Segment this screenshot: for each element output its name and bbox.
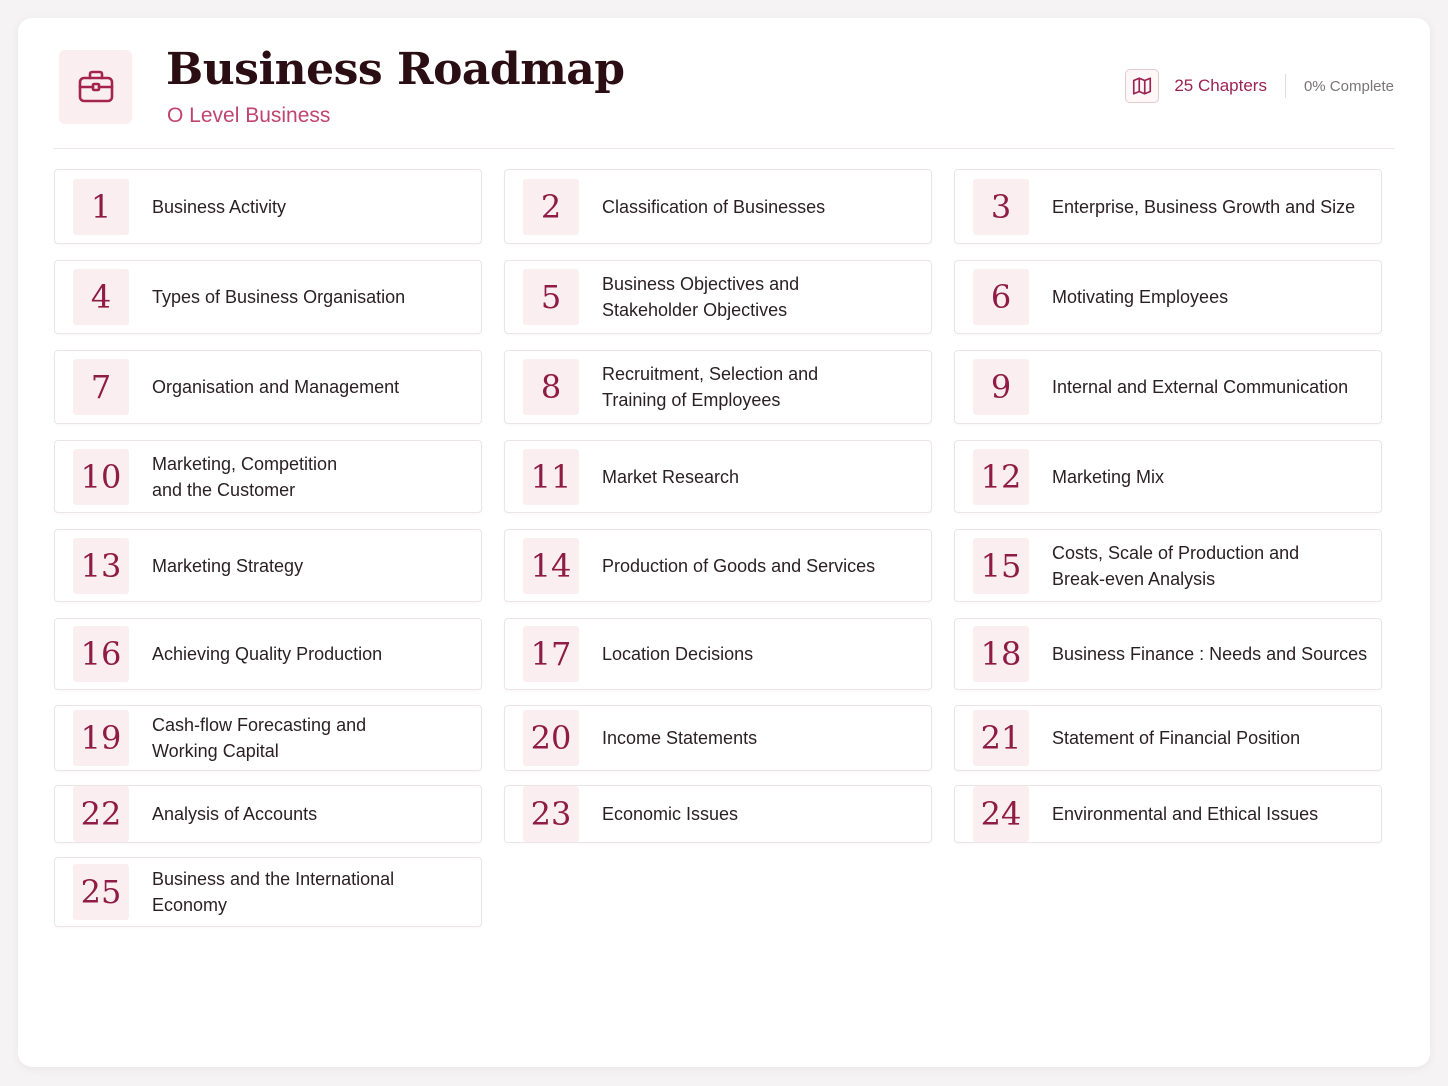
- chapter-title: Production of Goods and Services: [602, 555, 876, 576]
- chapter-card[interactable]: [504, 529, 932, 602]
- chapter-title: Marketing Strategy: [152, 555, 304, 576]
- chapter-card[interactable]: [54, 440, 482, 513]
- chapter-card[interactable]: [54, 169, 482, 244]
- chapter-number: 3: [973, 179, 1029, 235]
- chapter-card[interactable]: [954, 169, 1382, 244]
- chapter-card[interactable]: [504, 785, 932, 843]
- chapter-number: 8: [523, 359, 579, 415]
- chapter-number: 9: [973, 359, 1029, 415]
- roadmap-meta: [1125, 68, 1394, 104]
- chapter-card[interactable]: [54, 705, 482, 771]
- chapter-title: Location Decisions: [602, 644, 754, 664]
- chapter-title: Achieving Quality Production: [152, 644, 383, 664]
- chapter-number: 23: [523, 786, 579, 842]
- chapter-number: 12: [973, 449, 1029, 505]
- chapter-number: 22: [73, 786, 129, 842]
- chapter-card[interactable]: [54, 857, 482, 927]
- chapter-number: 21: [973, 710, 1029, 766]
- chapter-card[interactable]: [954, 705, 1382, 771]
- chapter-card[interactable]: [504, 169, 932, 244]
- chapter-card[interactable]: [54, 260, 482, 334]
- header-divider: [54, 148, 1394, 149]
- chapter-grid: [54, 169, 1382, 927]
- chapter-number: 11: [523, 449, 579, 505]
- chapter-card[interactable]: [54, 618, 482, 690]
- chapter-card[interactable]: [54, 350, 482, 424]
- chapter-card[interactable]: [54, 785, 482, 843]
- chapter-number: 24: [973, 786, 1029, 842]
- chapter-card[interactable]: [54, 529, 482, 602]
- chapter-title: Cash-flow Forecasting and Working Capital: [152, 715, 367, 761]
- chapter-card[interactable]: [954, 785, 1382, 843]
- roadmap-card: [18, 18, 1430, 1067]
- chapter-number: 15: [973, 538, 1029, 594]
- chapter-title: Analysis of Accounts: [152, 804, 318, 824]
- chapter-number: 16: [73, 626, 129, 682]
- chapter-title: Classification of Businesses: [602, 196, 826, 217]
- chapter-number: 7: [73, 359, 129, 415]
- chapter-card[interactable]: [954, 529, 1382, 602]
- chapter-title: Recruitment, Selection and Training of Employees: [602, 364, 819, 410]
- chapter-title: Costs, Scale of Production and Break-even Analysis: [1052, 542, 1300, 589]
- chapter-card[interactable]: [504, 618, 932, 690]
- chapter-title: Enterprise, Business Growth and Size: [1052, 196, 1356, 217]
- chapter-title: Types of Business Organisation: [152, 287, 406, 307]
- meta-divider: [1285, 74, 1286, 98]
- chapter-card[interactable]: [504, 705, 932, 771]
- chapter-title: Market Research: [602, 466, 740, 487]
- chapter-title: Internal and External Communication: [1052, 377, 1349, 397]
- chapter-number: 5: [523, 269, 579, 325]
- chapter-number: 19: [73, 710, 129, 766]
- chapter-title: Motivating Employees: [1052, 287, 1229, 307]
- chapter-number: 18: [973, 626, 1029, 682]
- chapter-title: Economic Issues: [602, 804, 739, 824]
- chapter-card[interactable]: [954, 260, 1382, 334]
- chapter-title: Environmental and Ethical Issues: [1052, 804, 1319, 824]
- chapter-number: 14: [523, 538, 579, 594]
- chapter-count: 25 Chapters: [1174, 76, 1267, 95]
- chapter-title: Marketing, Competition and the Customer: [152, 453, 338, 500]
- chapter-title: Organisation and Management: [152, 377, 400, 397]
- chapter-title: Business Finance : Needs and Sources: [1052, 644, 1368, 664]
- page-subtitle: O Level Business: [167, 104, 331, 127]
- chapter-number: 10: [73, 449, 129, 505]
- chapter-number: 20: [523, 710, 579, 766]
- chapter-number: 6: [973, 269, 1029, 325]
- chapter-title: Business Objectives and Stakeholder Objectives: [602, 274, 800, 320]
- chapter-number: 25: [73, 864, 129, 920]
- chapter-card[interactable]: [504, 350, 932, 424]
- chapter-card[interactable]: [954, 350, 1382, 424]
- chapter-title: Marketing Mix: [1052, 466, 1165, 487]
- chapter-title: Business and the International Economy: [152, 869, 395, 915]
- chapter-title: Statement of Financial Position: [1052, 728, 1301, 748]
- chapter-number: 13: [73, 538, 129, 594]
- page-title: Business Roadmap: [166, 44, 625, 95]
- chapter-title: Business Activity: [152, 196, 287, 217]
- chapter-number: 2: [523, 179, 579, 235]
- chapter-title: Income Statements: [602, 728, 758, 748]
- chapter-card[interactable]: [954, 618, 1382, 690]
- chapter-number: 4: [73, 269, 129, 325]
- map-icon: [1125, 69, 1159, 103]
- chapter-card[interactable]: [504, 440, 932, 513]
- chapter-card[interactable]: [504, 260, 932, 334]
- progress-status: 0% Complete: [1303, 77, 1394, 95]
- chapter-card[interactable]: [954, 440, 1382, 513]
- chapter-number: 1: [73, 179, 129, 235]
- chapter-number: 17: [523, 626, 579, 682]
- briefcase-icon: [59, 50, 132, 124]
